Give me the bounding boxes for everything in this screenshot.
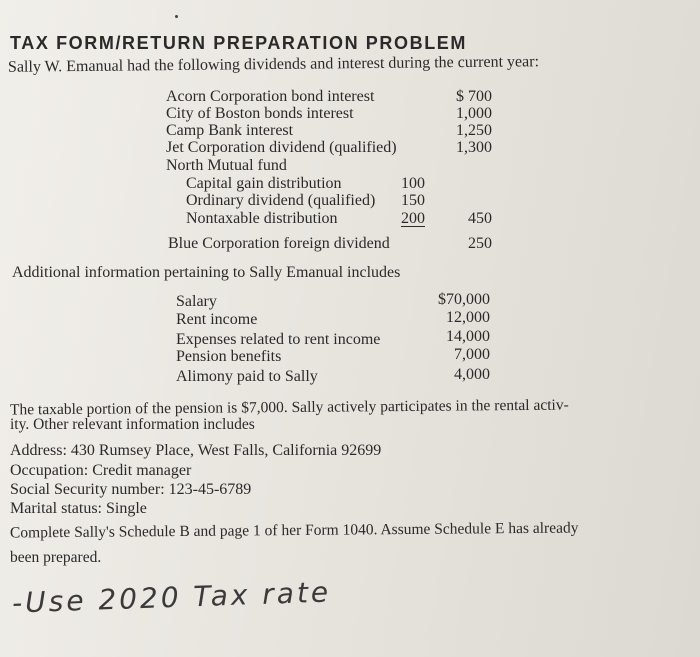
boston-amount: 1,000: [456, 105, 492, 122]
boston-label: City of Boston bonds interest: [166, 105, 354, 122]
north-label: North Mutual fund: [166, 157, 287, 174]
salary-label: Salary: [176, 293, 217, 310]
jet-label: Jet Corporation dividend (qualified): [166, 139, 397, 156]
marital-line: Marital status: Single: [10, 500, 147, 517]
ordinary-label: Ordinary dividend (qualified): [186, 192, 376, 209]
page-title: TAX FORM/RETURN PREPARATION PROBLEM: [10, 33, 467, 53]
salary-amount: $70,000: [438, 291, 490, 308]
north-total: 450: [468, 210, 492, 227]
acorn-label: Acorn Corporation bond interest: [166, 88, 375, 105]
handwritten-note: -Use 2020 Tax rate: [11, 575, 332, 620]
alimony-amount: 4,000: [454, 366, 490, 383]
jet-amount: 1,300: [456, 139, 492, 156]
rent-amount: 12,000: [446, 309, 490, 326]
capital-label: Capital gain distribution: [186, 175, 342, 192]
intro-text: Sally W. Emanual had the following dividends and interest during the current year:: [7, 53, 540, 76]
occupation-line: Occupation: Credit manager: [10, 462, 192, 479]
rent-label: Rent income: [176, 311, 258, 328]
instruction-line2: been prepared.: [10, 549, 102, 566]
camp-amount: 1,250: [456, 122, 492, 139]
acorn-amount: $ 700: [456, 88, 492, 105]
pension-paragraph-line2: ity. Other relevant information includes: [10, 416, 255, 433]
capital-amount: 100: [401, 175, 425, 192]
address-line: Address: 430 Rumsey Place, West Falls, California 92699: [10, 442, 382, 459]
pension-label: Pension benefits: [176, 348, 282, 365]
nontax-label: Nontaxable distribution: [186, 210, 338, 227]
alimony-label: Alimony paid to Sally: [176, 368, 318, 385]
ordinary-amount: 150: [401, 192, 425, 209]
instruction-line1: Complete Sally's Schedule B and page 1 of her Form 1040. Assume Schedule E has already: [9, 519, 579, 542]
nontax-amount: 200: [401, 210, 425, 227]
pension-amount: 7,000: [454, 346, 490, 363]
expenses-label: Expenses related to rent income: [176, 331, 381, 348]
additional-heading: Additional information pertaining to Sally Emanual includes: [12, 264, 401, 281]
pension-paragraph-line1: The taxable portion of the pension is $7,000. Sally actively participates in the rental activ-: [9, 396, 569, 419]
expenses-amount: 14,000: [446, 328, 490, 345]
blue-label: Blue Corporation foreign dividend: [168, 235, 390, 252]
blue-amount: 250: [468, 235, 492, 252]
camp-label: Camp Bank interest: [166, 122, 294, 139]
speck: [175, 15, 178, 18]
ssn-line: Social Security number: 123-45-6789: [10, 481, 252, 498]
